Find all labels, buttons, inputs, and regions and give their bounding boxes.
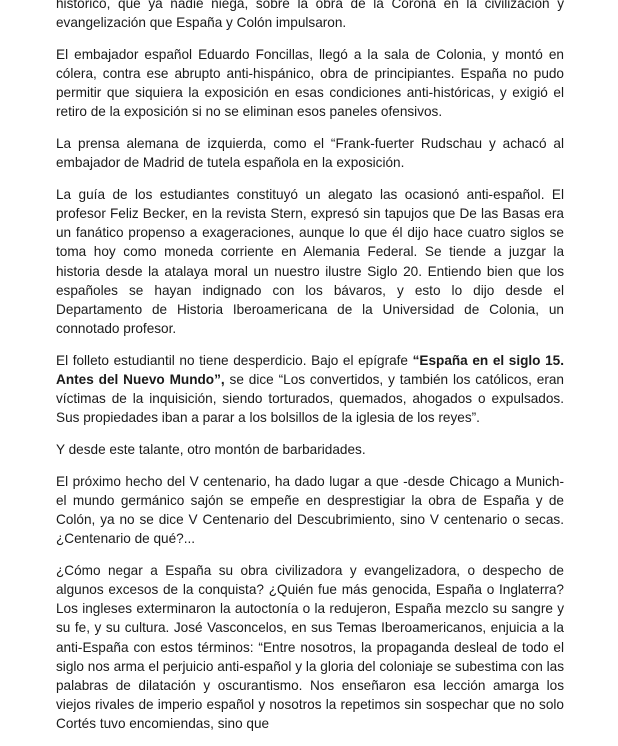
paragraph-6-text: Y desde este talante, otro montón de barbaridades. — [56, 442, 366, 458]
paragraph-5 — [56, 351, 564, 428]
paragraph-6 — [56, 440, 564, 459]
paragraph-7-text: El próximo hecho del V centenario, ha dado lugar a que -desde Chicago a Munich- el mundo germánico sajón se empeñe en desprestigiar la obra de España y de Colón, ya no se dice V Centenario del Descubrimiento, sino V centenario o secas. ¿Centenario de qué?... — [56, 473, 564, 547]
paragraph-8 — [56, 561, 564, 734]
paragraph-2 — [56, 45, 564, 122]
paragraph-1 — [56, 0, 564, 32]
paragraph-2-text: El embajador español Eduardo Foncillas, llegó a la sala de Colonia, y montó en cólera, contra ese abrupto anti-hispánico, obra de principiantes. España no pudo permitir que siquiera la exposición en esas condiciones anti-históricas, y exigió el retiro de la exposición si no se eliminan esos paneles ofensivos. — [56, 46, 564, 120]
document-body — [56, 0, 564, 746]
paragraph-4-text: La guía de los estudiantes constituyó un alegato las ocasionó anti-español. El profesor Feliz Becker, en la revista Stern, expresó sin tapujos que De las Basas era un fanático propenso a exageraciones, aunque lo que él dijo hace cuatro siglos se toma hoy como moneda corriente en Alemania Federal. Se tiende a juzgar la historia desde la atalaya moral un nuestro ilustre Siglo 20. Entiendo bien que los españoles se hayan indignado con los bávaros, y esto lo dijo desde el Departamento de Historia Iberoamericana de la Universidad de Colonia, un connotado profesor. — [56, 186, 564, 337]
paragraph-5-text-intro: El folleto estudiantil no tiene desperdicio. Bajo el epígrafe — [56, 352, 413, 368]
paragraph-8-text: ¿Cómo negar a España su obra civilizadora y evangelizadora, o despecho de algunos excesos de la conquista? ¿Quién fue más genocida, España o Inglaterra? Los ingleses exterminaron la autoctonía o la redujeron, España mezclo su sangre y su fe, y su cultura. José Vasconcelos, en sus Temas Iberoamericanos, enjuicia a la anti-España con estos términos: “Entre nosotros, la propaganda desleal de todo el siglo nos arma el perjuicio anti-español y la gloria del coloniaje se subestima con las palabras de dilatación y oscurantismo. Nos enseñaron esa lección amarga los viejos rivales de imperio español y nosotros la repetimos sin sospechar que no solo Cortés tuvo encomiendas, sino que — [56, 562, 564, 732]
paragraph-4 — [56, 185, 564, 339]
paragraph-5-text-quote: se dice “Los convertidos, y también los católicos, eran víctimas de la inquisición, siendo torturados, quemados, ahogados o expulsados. Sus propiedades iban a parar a los bolsillos de la iglesia de los reyes”. — [56, 372, 564, 426]
paragraph-3 — [56, 134, 564, 172]
paragraph-5-epigraph: “España en el siglo 15. Antes del Nuevo Mundo”, — [56, 352, 564, 388]
paragraph-7 — [56, 472, 564, 549]
paragraph-1-text: histórico, que ya nadie niega, sobre la obra de la Corona en la civilización y evangelización que España y Colón impulsaron. — [56, 0, 564, 31]
paragraph-3-text: La prensa alemana de izquierda, como el “Frank-fuerter Rudschau y achacó al embajador de Madrid de tutela española en la exposición. — [56, 136, 564, 171]
